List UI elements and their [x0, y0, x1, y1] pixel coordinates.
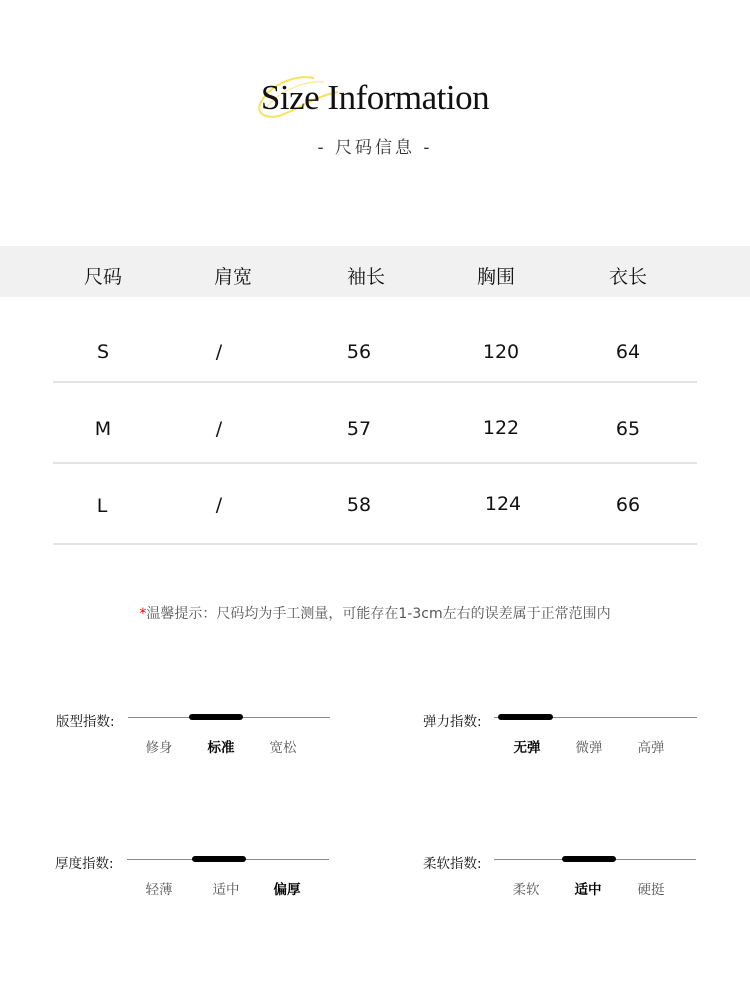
thickness-option: 适中: [212, 882, 240, 898]
table-cell: S: [96, 341, 110, 363]
softness-option: 硬挺: [637, 882, 665, 898]
table-cell: 66: [615, 494, 641, 516]
table-cell: 65: [615, 418, 641, 440]
table-cell: 57: [346, 418, 372, 440]
row-divider: [53, 543, 697, 545]
softness-index-label: 柔软指数:: [423, 856, 482, 872]
table-cell: /: [215, 494, 223, 516]
softness-index-indicator: [562, 856, 616, 862]
stretch-index-label: 弹力指数:: [423, 714, 482, 730]
table-cell: /: [215, 418, 223, 440]
column-header-length: 衣长: [608, 266, 647, 288]
table-cell: 124: [484, 493, 522, 515]
note-text: 温馨提示：尺码均为手工测量，可能存在1-3cm左右的误差属于正常范围内: [146, 606, 611, 622]
stretch-option: 高弹: [637, 740, 665, 756]
table-cell: L: [96, 495, 108, 517]
table-cell: 122: [482, 417, 520, 439]
column-header-sleeve: 袖长: [346, 266, 385, 288]
stretch-index-indicator: [498, 714, 553, 720]
fit-option: 修身: [145, 740, 173, 756]
table-cell: 120: [482, 341, 520, 363]
softness-option-selected: 适中: [574, 882, 602, 898]
table-cell: 56: [346, 341, 372, 363]
column-header-chest: 胸围: [476, 266, 515, 288]
table-cell: 58: [346, 494, 372, 516]
fit-index-label: 版型指数:: [56, 714, 115, 730]
row-divider: [53, 381, 697, 383]
stretch-option-selected: 无弹: [513, 740, 541, 756]
measurement-note: [0, 603, 750, 623]
row-divider: [53, 462, 697, 464]
stretch-option: 微弹: [575, 740, 603, 756]
column-header-shoulder: 肩宽: [213, 266, 252, 288]
fit-index-indicator: [189, 714, 243, 720]
column-header-size: 尺码: [83, 266, 122, 288]
table-cell: /: [215, 341, 223, 363]
thickness-index-indicator: [192, 856, 246, 862]
note-marker: *: [139, 606, 147, 622]
page-subtitle: - 尺码信息 -: [317, 138, 433, 158]
thickness-option-selected: 偏厚: [273, 882, 301, 898]
fit-option-selected: 标准: [207, 740, 235, 756]
thickness-index-label: 厚度指数:: [55, 856, 114, 872]
thickness-option: 轻薄: [145, 882, 173, 898]
fit-option: 宽松: [269, 740, 297, 756]
softness-option: 柔软: [512, 882, 540, 898]
page-title: Size Information: [260, 78, 490, 117]
table-cell: M: [94, 418, 112, 440]
table-cell: 64: [615, 341, 641, 363]
